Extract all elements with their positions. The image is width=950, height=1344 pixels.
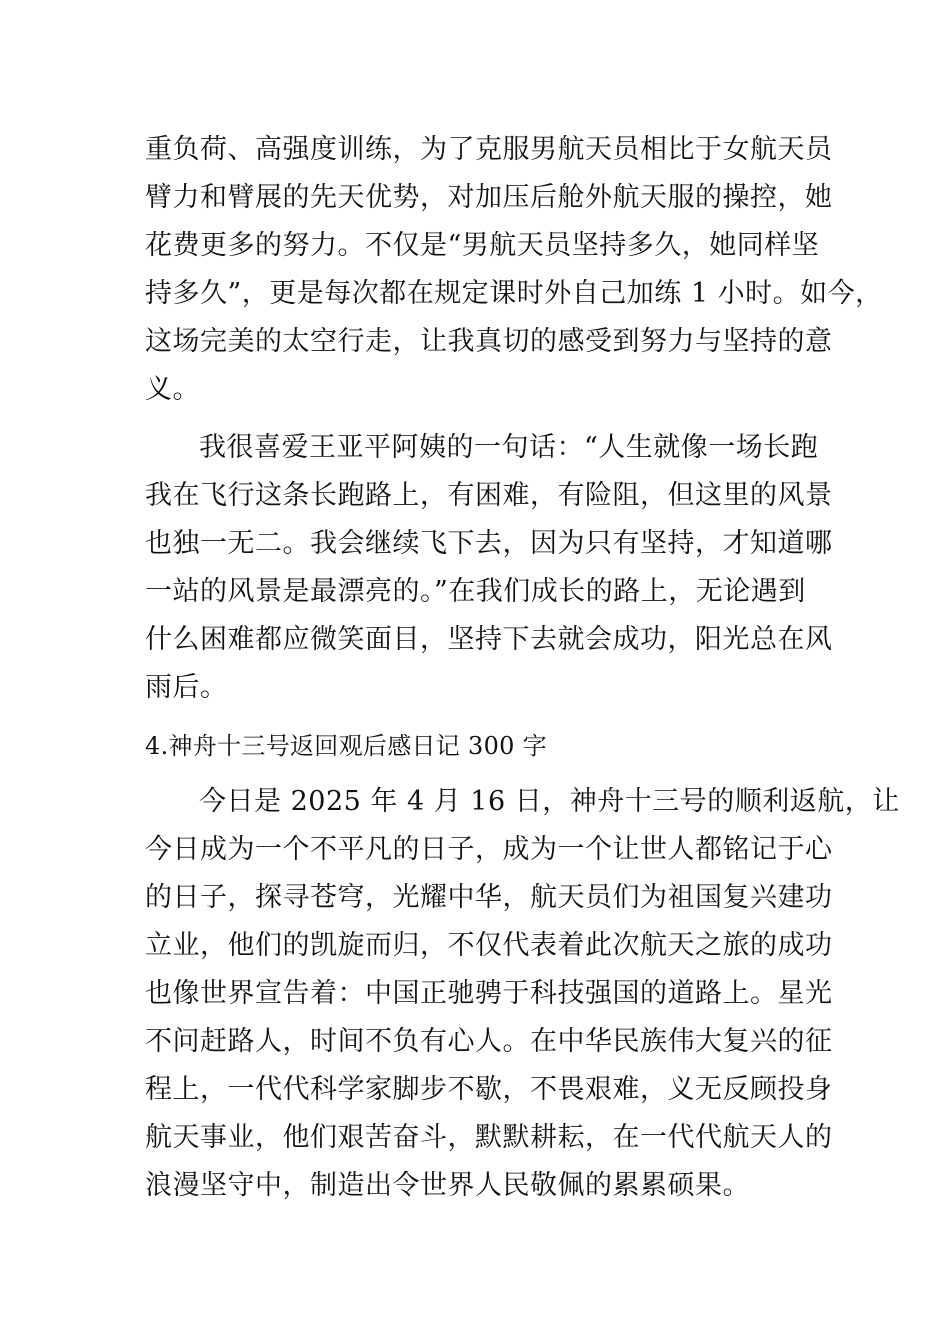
paragraph-1-line-4: 持多久”，更是每次都在规定课时外自己加练 1 小时。如今， xyxy=(145,278,883,309)
paragraph-2-line-2: 我在飞行这条长跑路上，有困难，有险阻，但这里的风景 xyxy=(145,480,833,511)
paragraph-3-line-9: 浪漫坚守中，制造出令世界人民敬佩的累累硕果。 xyxy=(145,1170,750,1201)
paragraph-1-line-2: 臂力和臂展的先天优势，对加压后舱外航天服的操控，她 xyxy=(145,182,833,213)
paragraph-3-line-5: 也像世界宣告着：中国正驰骋于科技强国的道路上。星光 xyxy=(145,978,833,1009)
paragraph-1-line-5: 这场完美的太空行走，让我真切的感受到努力与坚持的意 xyxy=(145,326,833,357)
paragraph-3-line-7: 程上，一代代科学家脚步不歇，不畏艰难，义无反顾投身 xyxy=(145,1074,833,1105)
paragraph-3-line-4: 立业，他们的凯旋而归，不仅代表着此次航天之旅的成功 xyxy=(145,930,833,961)
paragraph-1-line-3: 花费更多的努力。不仅是“男航天员坚持多久，她同样坚 xyxy=(145,230,820,261)
paragraph-1-line-6: 义。 xyxy=(145,374,200,405)
paragraph-2-line-3: 也独一无二。我会继续飞下去，因为只有坚持，才知道哪 xyxy=(145,528,833,559)
section-heading: 4.神舟十三号返回观后感日记 300 字 xyxy=(145,732,547,760)
paragraph-3-line-2: 今日成为一个不平凡的日子，成为一个让世人都铭记于心 xyxy=(145,834,833,865)
paragraph-2-line-4: 一站的风景是最漂亮的。”在我们成长的路上，无论遇到 xyxy=(145,576,806,607)
paragraph-3-line-3: 的日子，探寻苍穹，光耀中华，航天员们为祖国复兴建功 xyxy=(145,882,833,913)
paragraph-3-line-6: 不问赶路人，时间不负有心人。在中华民族伟大复兴的征 xyxy=(145,1026,833,1057)
paragraph-3-line-8: 航天事业，他们艰苦奋斗，默默耕耘，在一代代航天人的 xyxy=(145,1122,833,1153)
paragraph-3-line-1: 今日是 2025 年 4 月 16 日，神舟十三号的顺利返航，让 xyxy=(199,786,900,817)
paragraph-1-line-1: 重负荷、高强度训练，为了克服男航天员相比于女航天员 xyxy=(145,134,833,165)
paragraph-2-line-5: 什么困难都应微笑面目，坚持下去就会成功，阳光总在风 xyxy=(145,624,833,655)
paragraph-2-line-1: 我很喜爱王亚平阿姨的一句话：“人生就像一场长跑 xyxy=(199,432,819,463)
paragraph-2-line-6: 雨后。 xyxy=(145,672,228,703)
